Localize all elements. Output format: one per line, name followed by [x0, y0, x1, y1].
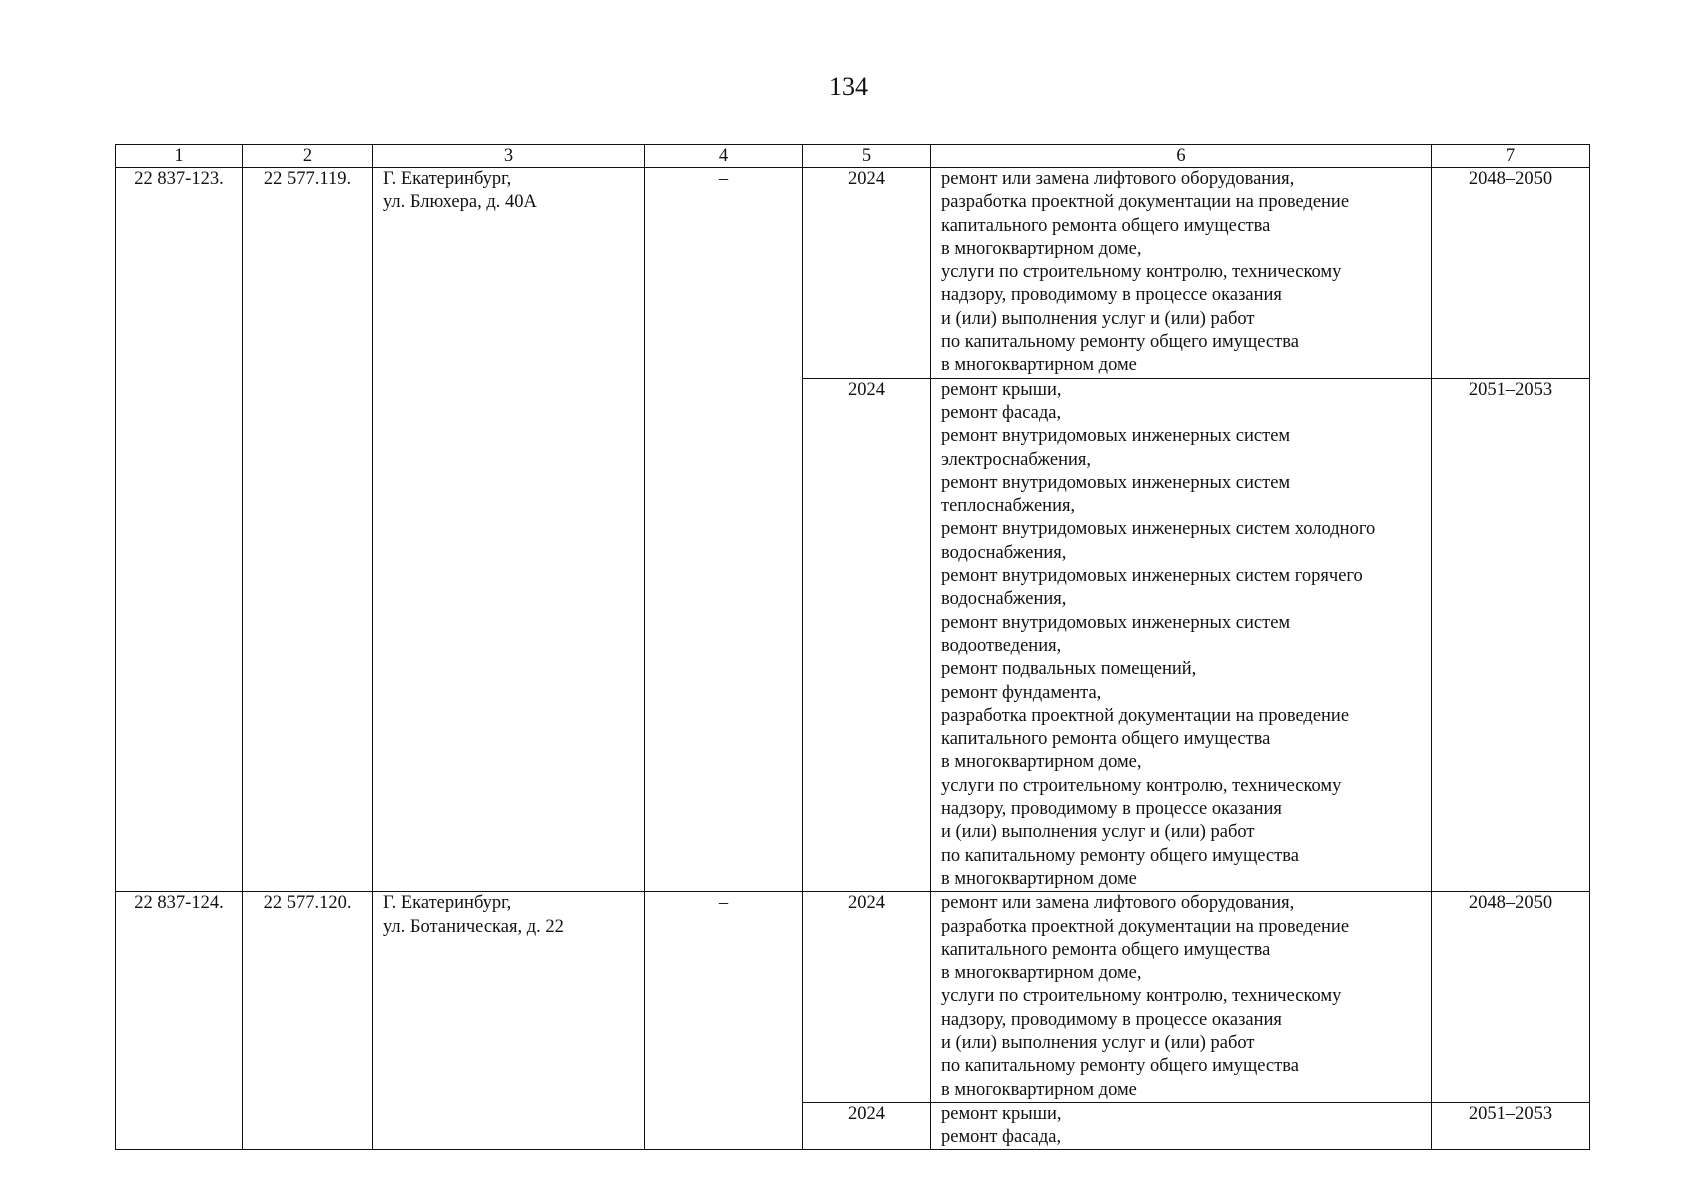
works-cell-line: ремонт крыши, — [941, 1103, 1062, 1124]
works-cell-line: услуги по строительному контролю, техническому — [941, 775, 1342, 796]
works-cell-line: капитального ремонта общего имущества — [941, 939, 1271, 960]
works-cell-line: надзору, проводимому в процессе оказания — [941, 1009, 1282, 1030]
address-cell-line: ул. Ботаническая, д. 22 — [383, 916, 564, 937]
register-number-cell: 22 577.119. — [243, 168, 373, 892]
works-cell-line: и (или) выполнения услуг и (или) работ — [941, 1032, 1255, 1053]
column-header: 3 — [373, 145, 645, 168]
works-cell-line: в многоквартирном доме — [941, 1079, 1137, 1100]
works-cell-line: ремонт фундамента, — [941, 682, 1102, 703]
works-cell-line: капитального ремонта общего имущества — [941, 729, 1271, 750]
address-cell — [373, 168, 645, 892]
works-cell-line: по капитальному ремонту общего имущества — [941, 1056, 1299, 1077]
year-cell: 2024 — [803, 1102, 931, 1150]
record-number-cell: 22 837-124. — [116, 892, 243, 1150]
works-cell-line: надзору, проводимому в процессе оказания — [941, 285, 1282, 306]
address-cell-line: Г. Екатеринбург, — [383, 893, 512, 914]
table-row — [116, 892, 1590, 1103]
works-cell-line: ремонт внутридомовых инженерных систем — [941, 612, 1291, 633]
works-cell-line: услуги по строительному контролю, техническому — [941, 986, 1342, 1007]
works-cell-line: ремонт подвальных помещений, — [941, 659, 1197, 680]
works-cell-line: в многоквартирном доме, — [941, 963, 1142, 984]
works-cell-line: по капитальному ремонту общего имущества — [941, 332, 1299, 353]
works-cell — [931, 378, 1432, 892]
repair-plan-table — [115, 144, 1590, 1150]
works-cell-line: водоснабжения, — [941, 542, 1067, 563]
works-cell-line: ремонт фасада, — [941, 1127, 1062, 1148]
works-cell-line: капитального ремонта общего имущества — [941, 215, 1271, 236]
works-cell-line: в многоквартирном доме, — [941, 752, 1142, 773]
works-cell-line: ремонт или замена лифтового оборудования, — [941, 893, 1295, 914]
works-cell-line: по капитальному ремонту общего имущества — [941, 845, 1299, 866]
works-cell-line: и (или) выполнения услуг и (или) работ — [941, 308, 1255, 329]
works-cell-line: в многоквартирном доме — [941, 355, 1137, 376]
works-cell-line: разработка проектной документации на проведение — [941, 916, 1350, 937]
column-header: 7 — [1432, 145, 1590, 168]
column-header: 5 — [803, 145, 931, 168]
works-cell-line: надзору, проводимому в процессе оказания — [941, 799, 1282, 820]
works-cell-line: ремонт фасада, — [941, 402, 1062, 423]
address-cell-line: Г. Екатеринбург, — [383, 169, 512, 189]
works-cell-line: теплоснабжения, — [941, 496, 1076, 517]
works-cell — [931, 1102, 1432, 1150]
period-cell: 2051–2053 — [1432, 378, 1590, 892]
column-4-cell: – — [645, 892, 803, 1150]
works-cell-line: ремонт внутридомовых инженерных систем горячего — [941, 566, 1363, 587]
works-cell-line: и (или) выполнения услуг и (или) работ — [941, 822, 1255, 843]
register-number-cell: 22 577.120. — [243, 892, 373, 1150]
period-cell: 2051–2053 — [1432, 1102, 1590, 1150]
column-header: 4 — [645, 145, 803, 168]
works-cell-line: разработка проектной документации на проведение — [941, 705, 1350, 726]
works-cell — [931, 168, 1432, 379]
works-cell-line: ремонт внутридомовых инженерных систем — [941, 472, 1291, 493]
year-cell: 2024 — [803, 892, 931, 1103]
works-cell-line: в многоквартирном доме, — [941, 238, 1142, 259]
period-cell: 2048–2050 — [1432, 168, 1590, 379]
works-cell-line: электроснабжения, — [941, 449, 1092, 470]
works-cell-line: ремонт крыши, — [941, 379, 1062, 400]
record-number-cell: 22 837-123. — [116, 168, 243, 892]
works-cell-line: разработка проектной документации на проведение — [941, 192, 1350, 213]
page-number: 134 — [829, 72, 868, 101]
year-cell: 2024 — [803, 378, 931, 892]
year-cell: 2024 — [803, 168, 931, 379]
column-header: 6 — [931, 145, 1432, 168]
address-cell — [373, 892, 645, 1150]
works-cell-line: в многоквартирном доме — [941, 868, 1137, 889]
table-row — [116, 168, 1590, 379]
works-cell-line: ремонт внутридомовых инженерных систем — [941, 426, 1291, 447]
column-number-row — [116, 145, 1590, 168]
works-cell-line: ремонт или замена лифтового оборудования, — [941, 169, 1295, 189]
column-header: 1 — [116, 145, 243, 168]
works-cell — [931, 892, 1432, 1103]
works-cell-line: ремонт внутридомовых инженерных систем холодного — [941, 519, 1376, 540]
column-header: 2 — [243, 145, 373, 168]
works-cell-line: водоотведения, — [941, 635, 1062, 656]
works-cell-line: услуги по строительному контролю, техническому — [941, 262, 1342, 283]
period-cell: 2048–2050 — [1432, 892, 1590, 1103]
address-cell-line: ул. Блюхера, д. 40А — [383, 192, 537, 213]
column-4-cell: – — [645, 168, 803, 892]
works-cell-line: водоснабжения, — [941, 589, 1067, 610]
